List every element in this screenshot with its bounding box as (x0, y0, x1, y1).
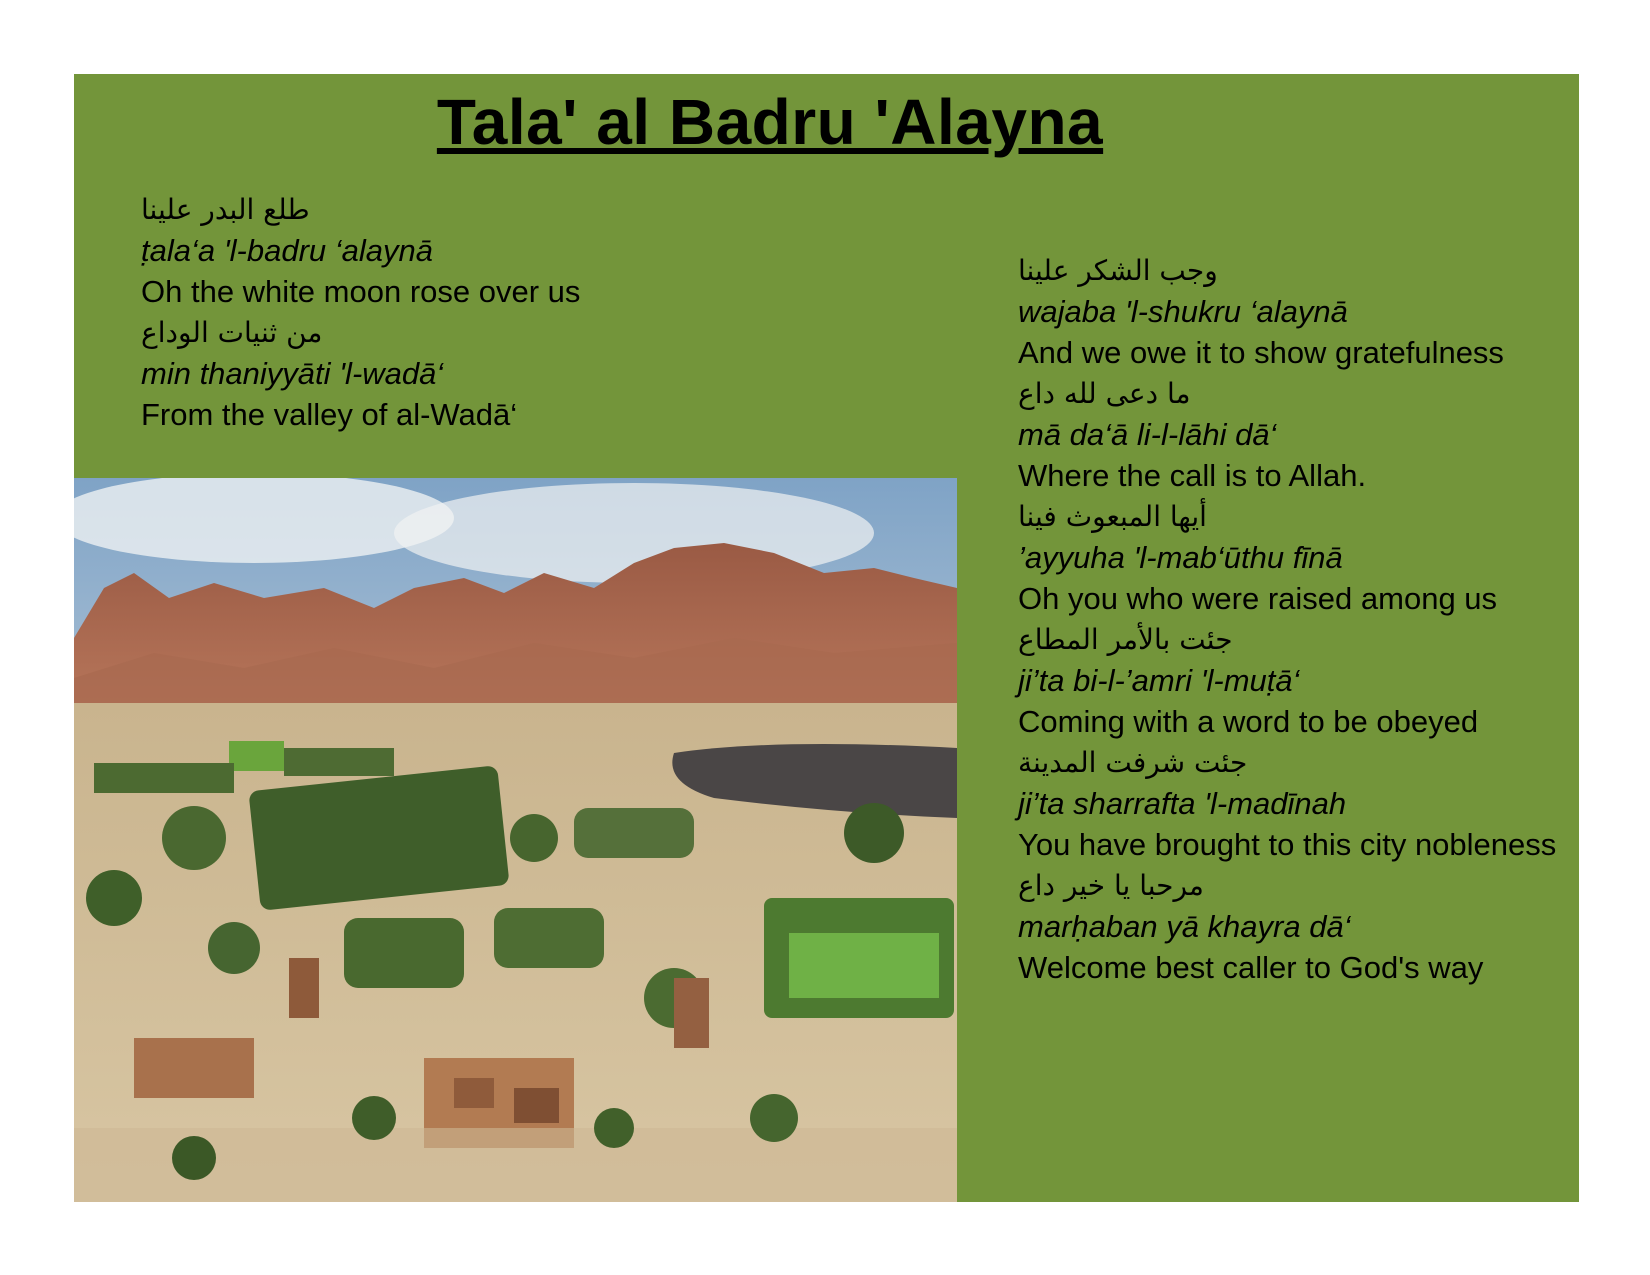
verse-line-english: From the valley of al-Wadā‘ (141, 397, 518, 432)
verse-line-arabic: جئت بالأمر المطاع (1018, 623, 1233, 656)
verse-line-arabic: ما دعى لله داع (1018, 377, 1191, 410)
left-verse (141, 189, 861, 435)
verse-line-transliteration: min thaniyyāti 'l-wadā‘ (141, 356, 444, 391)
verse-line-arabic: طلع البدر علينا (141, 193, 310, 226)
verse-line-transliteration: marḥaban yā khayra dā‘ (1018, 909, 1351, 944)
verse-line-transliteration: ji’ta sharrafta 'l-madīnah (1018, 786, 1347, 821)
verse-line-english: Where the call is to Allah. (1018, 458, 1367, 493)
verse-line-english: Welcome best caller to God's way (1018, 950, 1484, 985)
verse-line-arabic: مرحبا يا خير داع (1018, 869, 1204, 902)
verse-line-transliteration: ṭala‘a 'l-badru ‘alaynā (141, 233, 433, 268)
slide-title: Tala' al Badru 'Alayna (436, 86, 1104, 158)
slide (74, 74, 1579, 1202)
verse-line-english: And we owe it to show gratefulness (1018, 335, 1504, 370)
verse-line-transliteration: ’ayyuha 'l-mab‘ūthu fīnā (1018, 540, 1343, 575)
medina-landscape-image (74, 478, 957, 1202)
verse-line-english: Oh you who were raised among us (1018, 581, 1498, 616)
verse-line-transliteration: wajaba 'l-shukru ‘alaynā (1018, 294, 1348, 329)
verse-line-english: Coming with a word to be obeyed (1018, 704, 1479, 739)
verse-line-arabic: وجب الشكر علينا (1018, 254, 1218, 287)
verse-line-english: Oh the white moon rose over us (141, 274, 581, 309)
verse-line-transliteration: mā da‘ā li-l-lāhi dā‘ (1018, 417, 1277, 452)
verse-line-arabic: من ثنيات الوداع (141, 316, 323, 349)
verse-line-transliteration: ji’ta bi-l-’amri 'l-muṭā‘ (1018, 663, 1300, 698)
verse-line-arabic: جئت شرفت المدينة (1018, 746, 1248, 779)
verse-line-english: You have brought to this city nobleness (1018, 827, 1557, 862)
right-verse (1018, 250, 1578, 988)
verse-line-arabic: أيها المبعوث فينا (1018, 500, 1207, 533)
